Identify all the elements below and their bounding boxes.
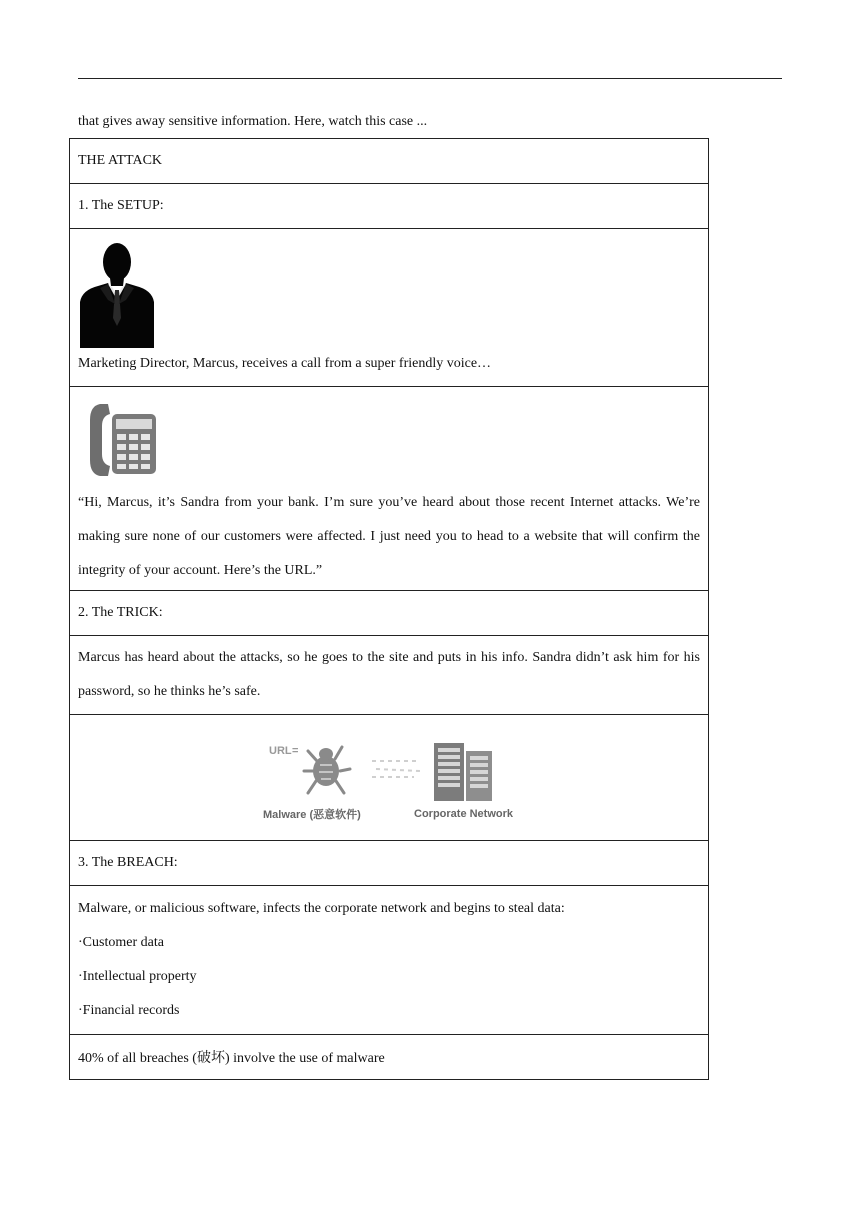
list-item: ·Customer data bbox=[78, 935, 164, 950]
server-rack-icon bbox=[432, 741, 494, 803]
table-row bbox=[70, 229, 709, 387]
trick-text: Marcus has heard about the attacks, so he goes to the site and puts in his info. Sandra didn’t ask him for his password, so he thinks he’s safe. bbox=[70, 636, 709, 715]
breach-text: Malware, or malicious software, infects the corporate network and begins to steal data: bbox=[78, 901, 565, 916]
desk-phone-icon bbox=[88, 402, 158, 478]
malware-label: Malware (恶意软件) bbox=[263, 809, 361, 821]
table-row bbox=[70, 636, 709, 715]
table-row bbox=[70, 387, 709, 591]
setup-label: 1. The SETUP: bbox=[70, 184, 709, 229]
list-item: ·Intellectual property bbox=[78, 969, 197, 984]
attack-table bbox=[69, 138, 709, 1080]
table-row bbox=[70, 139, 709, 184]
list-item: ·Financial records bbox=[78, 1003, 180, 1018]
trick-label: 2. The TRICK: bbox=[70, 591, 709, 636]
url-label: URL bbox=[269, 745, 292, 757]
bug-icon bbox=[302, 741, 352, 801]
malware-diagram-cell bbox=[70, 715, 709, 841]
table-row bbox=[70, 184, 709, 229]
header-rule bbox=[78, 78, 782, 79]
data-flow-arrows bbox=[368, 753, 424, 783]
url-equals: = bbox=[292, 745, 299, 757]
breach-label: 3. The BREACH: bbox=[70, 841, 709, 886]
network-label: Corporate Network bbox=[414, 808, 514, 820]
table-row bbox=[70, 886, 709, 1035]
table-row bbox=[70, 715, 709, 841]
table-row bbox=[70, 841, 709, 886]
table-row bbox=[70, 591, 709, 636]
malware-diagram bbox=[70, 715, 710, 840]
call-quote: “Hi, Marcus, it’s Sandra from your bank. I’m sure you’ve heard about those recent Internet attacks. We’re making sure none of our customers were affected. I just need you to head to a website that will confirm the integrity of your account. Here’s the URL.” bbox=[78, 495, 700, 578]
malware-stat: 40% of all breaches (破坏) involve the use of malware bbox=[70, 1035, 709, 1080]
businessman-silhouette-icon bbox=[78, 240, 156, 348]
setup-caption: Marketing Director, Marcus, receives a call from a super friendly voice… bbox=[78, 356, 492, 371]
table-heading: THE ATTACK bbox=[70, 139, 709, 184]
intro-text: that gives away sensitive information. Here, watch this case ... bbox=[78, 114, 428, 129]
table-row bbox=[70, 1035, 709, 1080]
